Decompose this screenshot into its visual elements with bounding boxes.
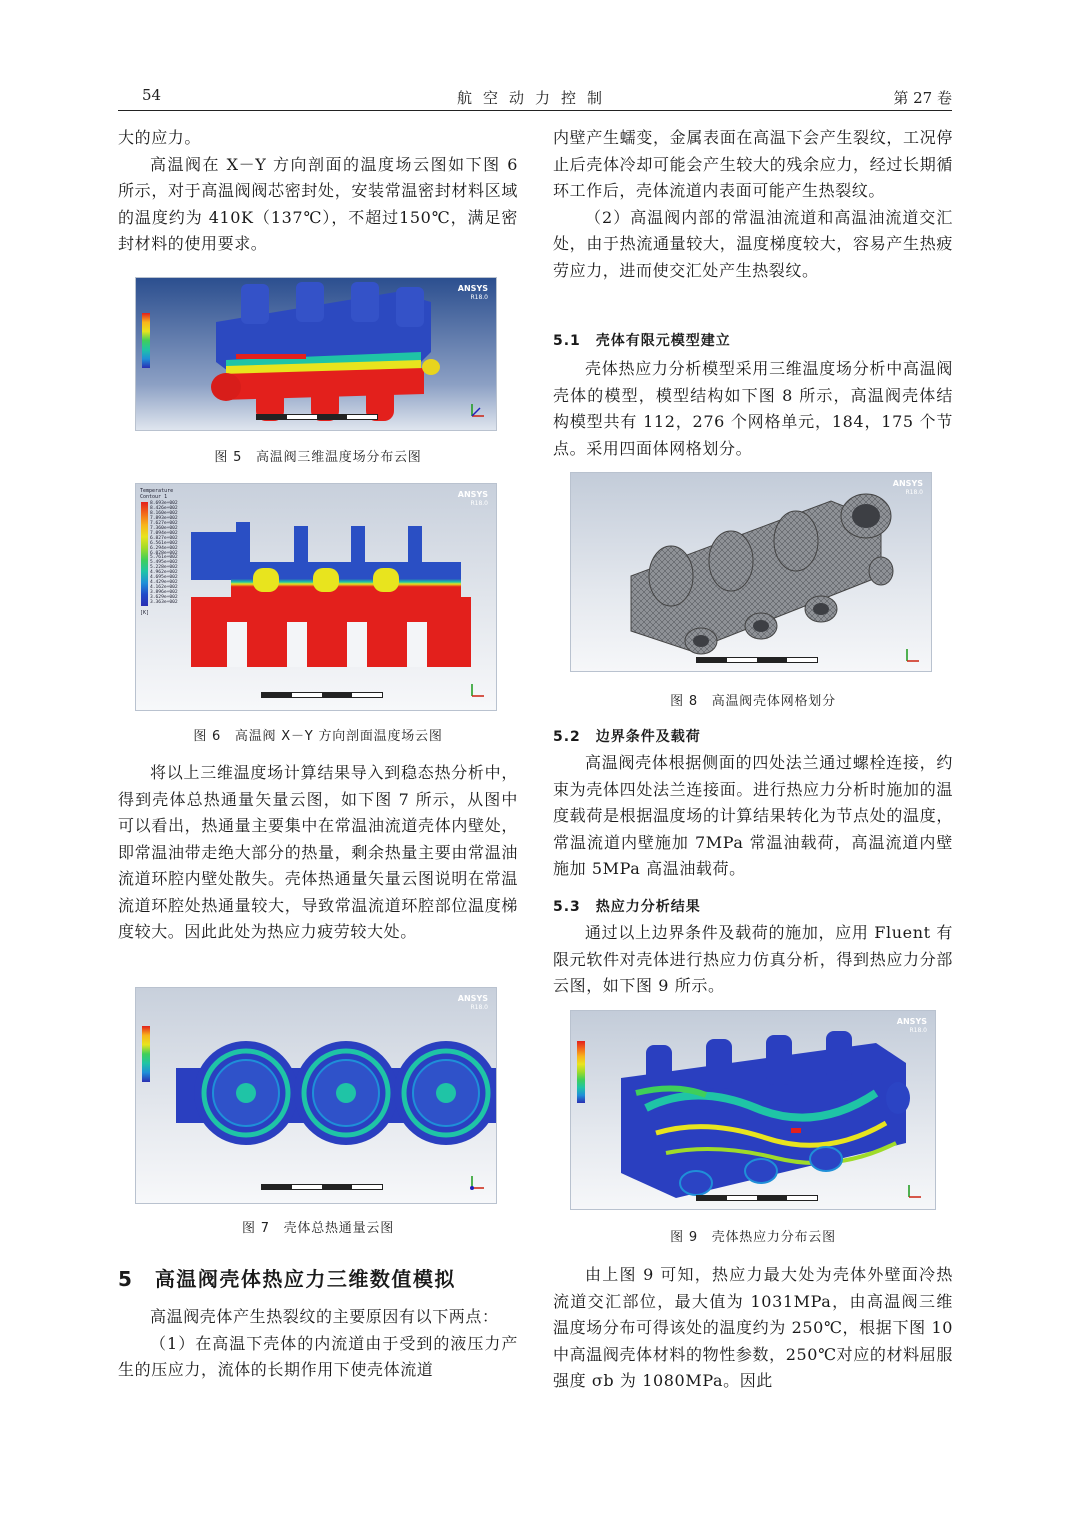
figure-8-caption: 图 8 高温阀壳体网格划分 — [670, 694, 836, 709]
right-column-top — [553, 125, 953, 284]
axis-triad-icon — [903, 647, 921, 665]
legend-subtitle: Contour 1 — [140, 494, 168, 500]
page-number: 54 — [142, 86, 162, 104]
axis-triad-icon — [468, 402, 486, 420]
valve-mesh-model — [611, 481, 901, 661]
ansys-logo: ANSYS R18.0 — [457, 490, 488, 507]
valve-heat-flux-view — [176, 1028, 496, 1158]
paragraph: 壳体热应力分析模型采用三维温度场分析中高温阀壳体的模型，模型结构如下图 8 所示，高温阀壳体结构模型共有 112，276 个网格单元，184，175 个节点。采用四面体网格划分。 — [553, 359, 953, 458]
scale-bar — [261, 692, 383, 698]
figure-7-caption: 图 7 壳体总热通量云图 — [241, 1221, 394, 1236]
left-column-mid — [118, 760, 518, 946]
figure-7-heat-flux — [135, 987, 497, 1204]
paragraph: （1）在高温下壳体的内流道由于受到的液压力产生的压应力，流体的长期作用下使壳体流道 — [118, 1333, 518, 1379]
paragraph: 高温阀在 X－Y 方向剖面的温度场云图如下图 6 所示，对于高温阀阀芯密封处，安装常温密封材料区域的温度约为 410K（137℃），不超过150℃，满足密封材料的使用要求。 — [118, 154, 518, 253]
color-legend — [142, 313, 150, 368]
legend-value: 5.228e+002 — [150, 565, 178, 571]
paragraph: 将以上三维温度场计算结果导入到稳态热分析中，得到壳体总热通量矢量云图，如下图 7 所示，从图中可以看出，热通量主要集中在常温油流道壳体内壁处，即常温油带走绝大部分的热量，剩余热量主要由常温油流道环腔内壁处散失。壳体热通量矢量云图说明在常温流道环腔处热通量较大，导致常温流道环腔部位温度梯度较大。因此此处为热应力疲劳较大处。 — [118, 763, 518, 941]
figure-9-thermal-stress — [570, 1010, 936, 1210]
volume-label: 第 27 卷 — [893, 89, 952, 107]
journal-title: 航空动力控制 — [456, 89, 613, 107]
legend-value: 8.693e+002 — [150, 501, 178, 506]
scale-bar — [696, 1195, 818, 1201]
legend-value: 3.363e+002 — [150, 600, 178, 606]
legend-value: 5.761e+002 — [150, 555, 178, 561]
scale-bar — [696, 657, 818, 663]
legend-value: 6.561e+002 — [150, 540, 178, 546]
legend-colorbar — [141, 502, 148, 606]
ansys-logo: ANSYS R18.0 — [457, 994, 488, 1011]
figure-6-section-temperature — [135, 483, 497, 711]
legend-value: 4.962e+002 — [150, 570, 178, 576]
legend-value: 8.426e+002 — [150, 505, 178, 511]
legend-value: 4.695e+002 — [150, 575, 178, 581]
figure-9-caption: 图 9 壳体热应力分布云图 — [670, 1230, 836, 1245]
legend-title: Temperature — [140, 488, 174, 494]
color-legend — [577, 1041, 585, 1103]
legend-value: 6.028e+002 — [150, 550, 178, 556]
axis-triad-icon — [905, 1183, 923, 1201]
temperature-legend — [140, 488, 173, 500]
legend-unit: [K] — [140, 610, 150, 616]
legend-value: 7.627e+002 — [150, 520, 178, 526]
color-legend — [142, 1026, 150, 1082]
section-5-1-heading: 5.1 壳体有限元模型建立 — [553, 333, 731, 349]
running-header — [118, 84, 952, 111]
legend-value: 8.160e+002 — [150, 510, 178, 516]
right-column-5-1 — [553, 356, 953, 462]
section-5-3-heading: 5.3 热应力分析结果 — [553, 899, 701, 915]
valve-cross-section — [191, 522, 471, 670]
paragraph: 通过以上边界条件及载荷的施加，应用 Fluent 有限元软件对壳体进行热应力仿真分析，得到热应力分部云图，如下图 9 所示。 — [553, 923, 953, 995]
valve-stress-model — [616, 1023, 916, 1203]
legend-value: 7.094e+002 — [150, 530, 178, 536]
section-5-2-heading: 5.2 边界条件及载荷 — [553, 729, 701, 745]
ansys-logo: ANSYS R18.0 — [457, 284, 488, 301]
right-column-bottom — [553, 1262, 953, 1395]
section-5-heading: 5 高温阀壳体热应力三维数值模拟 — [118, 1267, 456, 1291]
left-column-top — [118, 125, 518, 258]
figure-8-mesh — [570, 472, 932, 672]
legend-value: 5.495e+002 — [150, 560, 178, 566]
legend-value: 4.162e+002 — [150, 585, 178, 591]
legend-value: 6.294e+002 — [150, 545, 178, 551]
figure-6-caption: 图 6 高温阀 X－Y 方向剖面温度场云图 — [193, 729, 443, 744]
legend-value: 4.429e+002 — [150, 580, 178, 586]
figure-5-caption: 图 5 高温阀三维温度场分布云图 — [214, 450, 422, 465]
legend-value: 3.629e+002 — [150, 595, 178, 601]
figure-5-temperature-field — [135, 277, 497, 431]
paragraph: （2）高温阀内部的常温油流道和高温油流道交汇处，由于热流通量较大，温度梯度较大，容易产生热疲劳应力，进而使交汇处产生热裂纹。 — [553, 207, 953, 280]
left-column-bottom — [118, 1304, 518, 1384]
right-column-5-2 — [553, 750, 953, 883]
axis-triad-icon — [468, 1174, 486, 1192]
legend-value: 6.827e+002 — [150, 535, 178, 541]
scale-bar — [256, 414, 378, 420]
scale-bar — [261, 1184, 383, 1190]
right-column-5-3 — [553, 920, 953, 1000]
ansys-logo: ANSYS R18.0 — [896, 1017, 927, 1034]
axis-triad-icon — [468, 682, 486, 700]
legend-value: 7.360e+002 — [150, 525, 178, 531]
paragraph: 高温阀壳体根据侧面的四处法兰通过螺栓连接，约束为壳体四处法兰连接面。进行热应力分析时施加的温度载荷是根据温度场的计算结果转化为节点处的温度，常温流道内壁施加 7MPa 常温油载荷，高温流道内壁施加 5MPa 高温油载荷。 — [553, 753, 953, 878]
ansys-logo: ANSYS R18.0 — [892, 479, 923, 496]
legend-values — [150, 502, 178, 606]
valve-body-3d — [196, 282, 446, 426]
paragraph: 由上图 9 可知，热应力最大处为壳体外壁面冷热流道交汇部位，最大值为 1031MPa，由高温阀三维温度场分布可得该处的温度约为 250℃，根据下图 10 中高温阀壳体材料的物性参数，250℃对应的材料屈服强度 σb 为 1080MPa。因此 — [553, 1265, 953, 1390]
paragraph: 大的应力。 — [118, 128, 202, 147]
paragraph: 内壁产生蠕变，金属表面在高温下会产生裂纹，工况停止后壳体冷却可能会产生较大的残余应力，经过长期循环工作后，壳体流道内表面可能产生热裂纹。 — [553, 128, 953, 200]
legend-value: 3.896e+002 — [150, 590, 178, 596]
paragraph: 高温阀壳体产生热裂纹的主要原因有以下两点： — [150, 1307, 499, 1326]
legend-value: 7.893e+002 — [150, 515, 178, 521]
